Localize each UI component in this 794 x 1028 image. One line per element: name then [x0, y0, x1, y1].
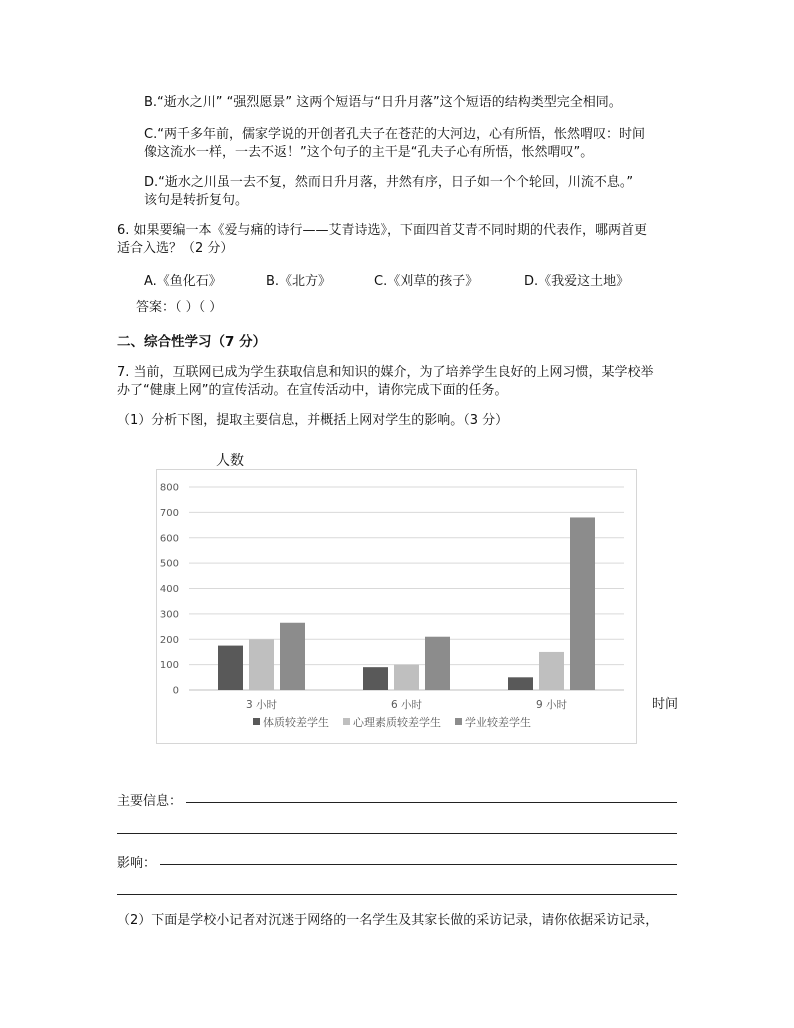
q7-stem-line2: 办了“健康上网”的宣传活动。在宣传活动中，请你完成下面的任务。: [117, 383, 508, 398]
main-info-answer-line[interactable]: [186, 802, 677, 803]
main-info-label: 主要信息：: [117, 794, 183, 809]
q6-answer: 答案：（ ）（ ）: [136, 300, 223, 315]
q7-sub2: （2）下面是学校小记者对沉迷于网络的一名学生及其家长做的采访记录，请你依据采访记录，: [117, 913, 659, 928]
influence-label: 影响：: [117, 856, 157, 871]
chart-svg: [157, 470, 636, 743]
q6-option-a: A.《鱼化石》: [144, 274, 222, 289]
y-tick-label: 100: [159, 660, 179, 672]
section-heading: 二、综合性学习（7 分）: [117, 334, 267, 350]
legend-label: 学业较差学生: [465, 716, 531, 729]
q5-option-b: B.“逝水之川” “强烈愿景” 这两个短语与“日升月落”这个短语的结构类型完全相同。: [144, 95, 622, 110]
q5-option-d-line1: D.“逝水之川虽一去不复，然而日升月落，井然有序，日子如一个个轮回，川流不息。”: [144, 175, 634, 190]
q6-stem-line2: 适合入选？（2 分）: [117, 241, 234, 256]
legend-swatch: [343, 718, 350, 725]
bar: [363, 667, 388, 690]
influence-answer-line-2[interactable]: [117, 894, 677, 895]
bar: [508, 677, 533, 690]
q7-stem-line1: 7. 当前，互联网已成为学生获取信息和知识的媒介，为了培养学生良好的上网习惯，某学校举: [117, 365, 654, 380]
q5-option-c-line2: 像这流水一样，一去不返！”这个句子的主干是“孔夫子心有所悟，怅然喟叹”。: [144, 145, 594, 160]
q6-stem-line1: 6. 如果要编一本《爱与痛的诗行——艾青诗选》，下面四首艾青不同时期的代表作，哪两首更: [117, 223, 648, 238]
bar-chart: [156, 469, 637, 744]
y-tick-label: 0: [172, 685, 179, 697]
bar: [425, 637, 450, 690]
x-tick-label: 9 小时: [535, 699, 568, 711]
y-tick-label: 600: [159, 533, 179, 545]
x-tick-label: 6 小时: [390, 699, 423, 711]
x-tick-label: 3 小时: [245, 699, 278, 711]
influence-answer-line[interactable]: [160, 864, 677, 865]
q5-option-d-line2: 该句是转折复句。: [144, 193, 249, 208]
y-tick-label: 700: [159, 507, 179, 519]
legend-swatch: [253, 718, 260, 725]
chart-x-label: 时间: [652, 697, 679, 712]
y-tick-label: 200: [159, 634, 179, 646]
bar: [218, 646, 243, 690]
bar: [570, 517, 595, 690]
bar: [394, 665, 419, 690]
bar: [249, 639, 274, 690]
main-info-answer-line-2[interactable]: [117, 833, 677, 834]
chart-y-label: 人数: [216, 453, 244, 469]
q5-option-c-line1: C.“两千多年前，儒家学说的开创者孔夫子在苍茫的大河边，心有所悟，怅然喟叹：时间: [144, 127, 645, 142]
q6-option-d: D.《我爱这土地》: [524, 274, 630, 289]
y-tick-label: 300: [159, 609, 179, 621]
y-tick-label: 500: [159, 558, 179, 570]
legend-label: 心理素质较差学生: [353, 716, 441, 729]
q6-option-c: C.《刈草的孩子》: [374, 274, 479, 289]
bar: [539, 652, 564, 690]
y-tick-label: 400: [159, 584, 179, 595]
bar: [280, 623, 305, 690]
legend-swatch: [455, 718, 462, 725]
legend-label: 体质较差学生: [263, 716, 329, 729]
q6-option-b: B.《北方》: [266, 274, 332, 289]
q7-sub1: （1）分析下图，提取主要信息，并概括上网对学生的影响。（3 分）: [117, 413, 509, 428]
y-tick-label: 800: [159, 482, 179, 494]
